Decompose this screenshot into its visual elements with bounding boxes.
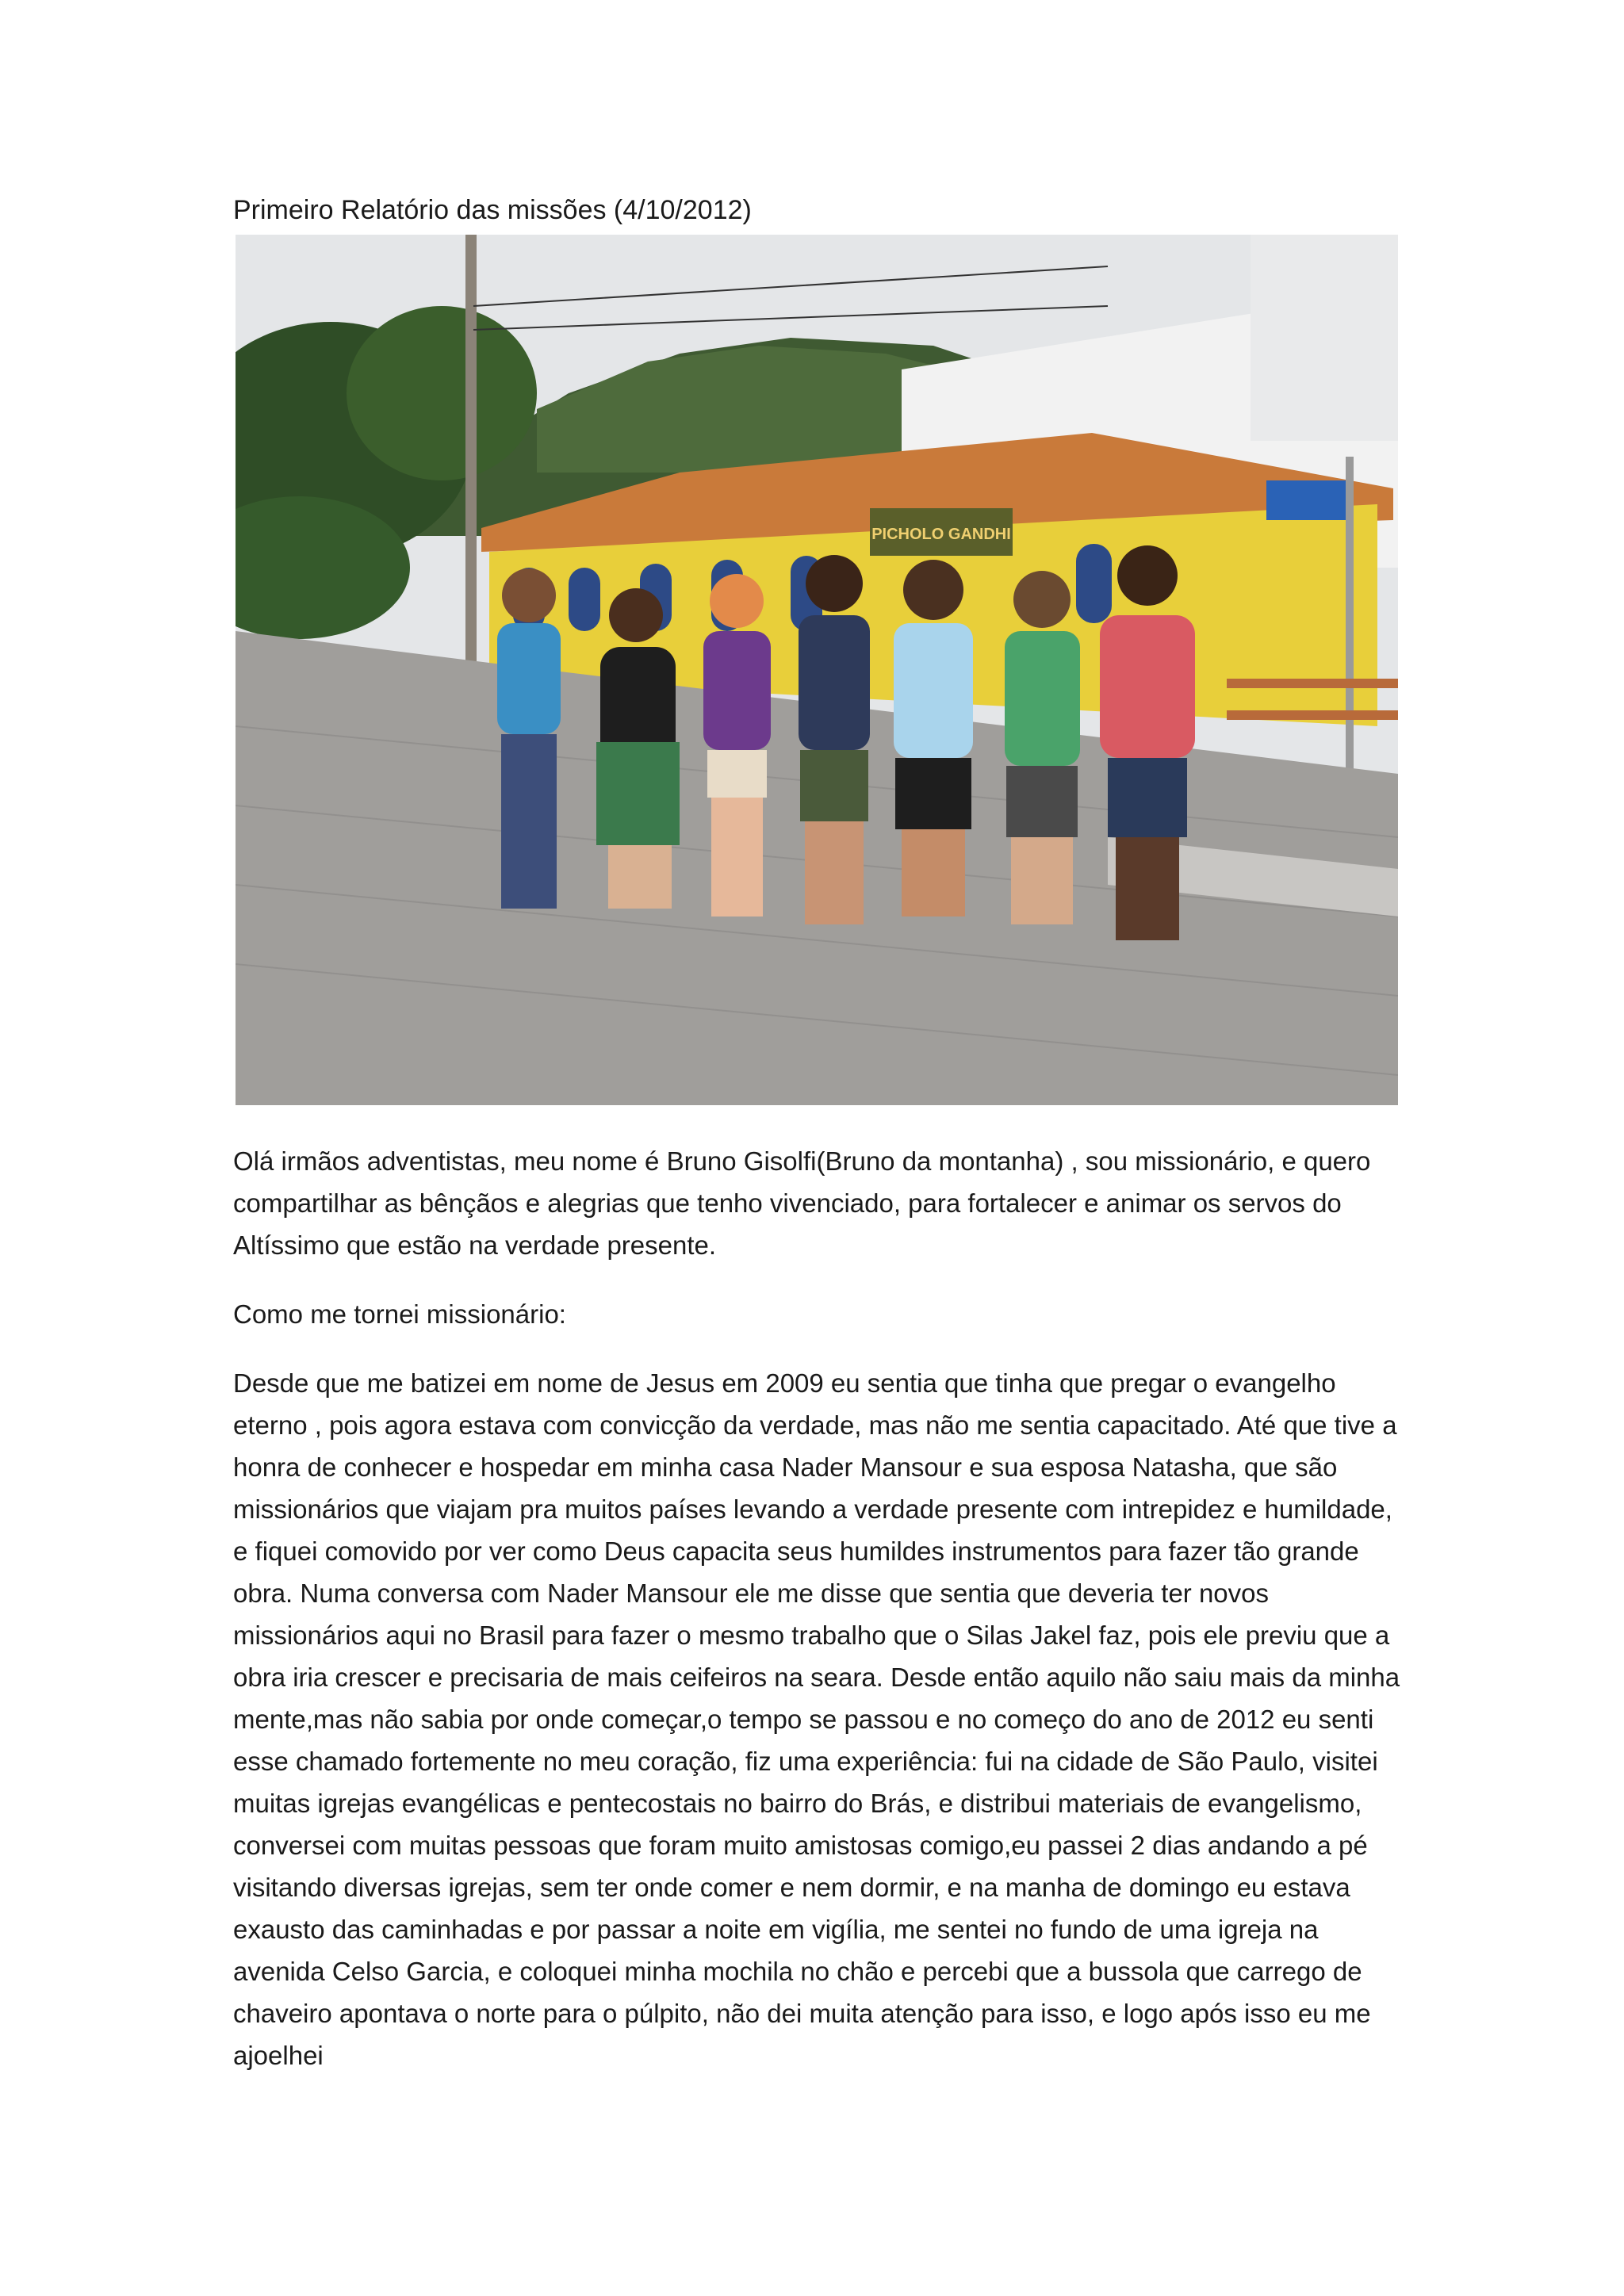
group-photo	[236, 235, 1398, 1105]
document-title: Primeiro Relatório das missões (4/10/2012)	[233, 195, 752, 225]
group-photo-illustration	[236, 235, 1398, 1105]
paragraph-heading: Como me tornei missionário:	[233, 1299, 566, 1329]
paragraph-intro: Olá irmãos adventistas, meu nome é Bruno Gisolfi(Bruno da montanha) , sou missionário, e quero compartilhar as bênçãos e alegrias que tenho vivenciado, para fortalecer e animar os servos do Altíssimo que estão na verdade presente.	[233, 1146, 1371, 1260]
shop-sign-text: PICHOLO GANDHI	[871, 526, 1011, 543]
paragraph-story: Desde que me batizei em nome de Jesus em 2009 eu sentia que tinha que pregar o evangelho eterno , pois agora estava com convicção da verdade, mas não me sentia capacitado. Até que tive a honra de conhecer e hospedar em minha casa Nader Mansour e sua esposa Natasha, que são missionários que viajam pra muitos países levando a verdade presente com intrepidez e humildade, e fiquei comovido por ver como Deus capacita seus humildes instrumentos para fazer tão grande obra. Numa conversa com Nader Mansour ele me disse que sentia que deveria ter novos missionários aqui no Brasil para fazer o mesmo trabalho que o Silas Jakel faz, pois ele previu que a obra iria crescer e precisaria de mais ceifeiros na seara. Desde então aquilo não saiu mais da minha mente,mas não sabia por onde começar,o tempo se passou e no começo do ano de 2012 eu senti esse chamado fortemente no meu coração, fiz uma experiência: fui na cidade de São Paulo, visitei muitas igrejas evangélicas e pentecostais no bairro do Brás, e distribui materiais de evangelismo, conversei com muitas pessoas que foram muito amistosas comigo,eu passei 2 dias andando a pé visitando diversas igrejas, sem ter onde comer e nem dormir, e na manha de domingo eu estava exausto das caminhadas e por passar a noite em vigília, me sentei no fundo de uma igreja na avenida Celso Garcia, e coloquei minha mochila no chão e percebi que a bussola que carrego de chaveiro apontava o norte para o púlpito, não dei muita atenção para isso, e logo após isso eu me ajoelhei	[233, 1368, 1400, 2070]
document-body	[233, 1140, 1407, 2103]
